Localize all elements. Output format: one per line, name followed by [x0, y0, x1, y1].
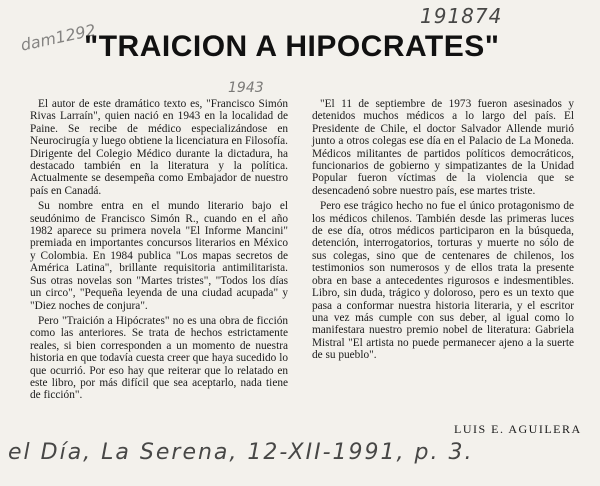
author-signature: LUIS E. AGUILERA — [454, 422, 582, 436]
right-column — [312, 98, 574, 365]
article-title: "TRAICION A HIPOCRATES" — [84, 30, 500, 63]
handwritten-year-note: 1943 — [228, 80, 264, 96]
handwritten-citation: el Día, La Serena, 12-XII-1991, p. 3. — [8, 440, 474, 465]
left-column — [30, 98, 288, 405]
paragraph: El autor de este dramático texto es, "Francisco Simón Rivas Larraín", quien nació en 1943 en la localidad de Paine. Se recibe de médico especializándose en Neurocirugía y luego obtiene la licenciatura en Filosofía. Dirigente del Colegio Médico durante la dictadura, ha destacado también en la literatura y la política. Actualmente se desempeña como Embajador de nuestro país en Canadá. — [30, 98, 288, 197]
handwritten-side-note: dam1292 — [18, 20, 98, 55]
paragraph: Pero "Traición a Hipócrates" no es una obra de ficción como las anteriores. Se trata de hechos estrictamente reales, si bien corresponden a un momento de nuestra historia en que todavía cuesta creer que haya sucedido lo que ocurrió. Por eso hay que reiterar que lo relatado en este libro, por más difícil que sea aceptarlo, nada tiene de ficción". — [30, 314, 288, 402]
paragraph: Su nombre entra en el mundo literario bajo el seudónimo de Francisco Simón R., cuando en el año 1982 aparece su primera novela "El Informe Mancini" premiada en importantes concursos literarios en México y Colombia. En 1984 publica "Los mapas secretos de América Latina", brillante requisitoria antimilitarista. Sus otras novelas son "Martes tristes", "Todos los días un circo", "Pequeña leyenda de una ciudad acupada" y "Diez noches de conjura". — [30, 200, 288, 312]
paragraph: Pero ese trágico hecho no fue el único protagonismo de los médicos chilenos. También desde las primeras luces de ese día, otros médicos participaron en la búsqueda, detención, interrogatorios, torturas y muerte no sólo de sus colegas, sino que de centenares de chilenos, los testimonios son numerosos y de ellos trata la presente obra en base a antecedentes rigurosos e indesmentibles. Libro, sin duda, trágico y doloroso, pero es un texto que pasa a conformar nuestra historia literaria, y el escritor una vez más cumple con sus deber, al igual como lo manifestara nuestro premio nobel de literatura: Gabriela Mistral "El artista no puede permanecer ajeno a la suerte de su pueblo". — [312, 200, 574, 362]
paragraph: "El 11 de septiembre de 1973 fueron asesinados y detenidos muchos médicos a lo largo del país. El Presidente de Chile, el doctor Salvador Allende murió junto a otros colegas ese día en el Palacio de La Moneda. Médicos militantes de partidos políticos democráticos, funcionarios de gobierno y simpatizantes de la Unidad Popular fueron víctimas de la violencia que se desencadenó sobre nuestro país, ese martes triste. — [312, 98, 574, 197]
handwritten-reference-number: 191874 — [420, 4, 503, 28]
